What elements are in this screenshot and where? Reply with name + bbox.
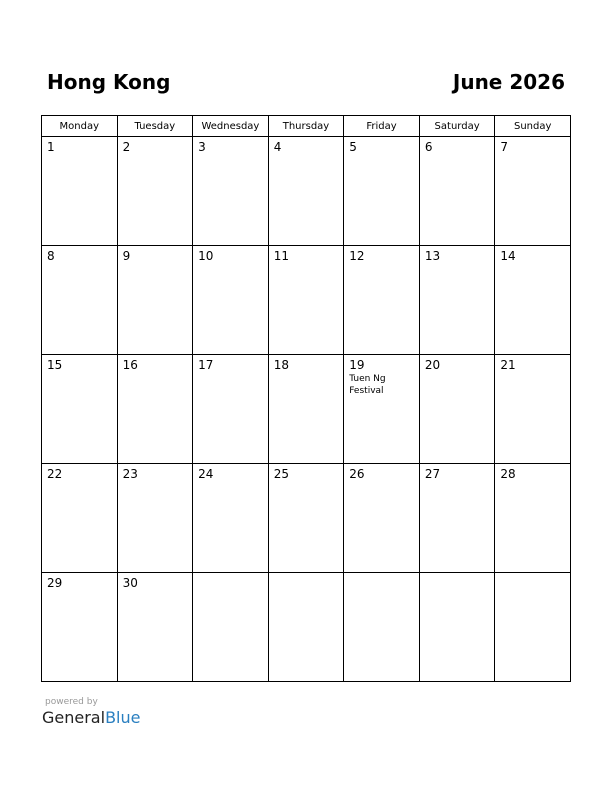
- day-cell: [42, 246, 118, 355]
- day-cell: [268, 573, 344, 682]
- day-cell: [495, 137, 571, 246]
- week-row: [42, 246, 571, 355]
- day-number: 29: [47, 576, 63, 590]
- day-number: 22: [47, 467, 63, 481]
- day-cell: [193, 464, 269, 573]
- day-number: 27: [424, 467, 441, 481]
- day-cell: [268, 464, 344, 573]
- day-number: 11: [273, 249, 289, 263]
- day-cell: [193, 355, 269, 464]
- holiday-label: Tuen Ng Festival: [349, 374, 386, 396]
- day-cell: [268, 246, 344, 355]
- day-number: 25: [273, 467, 289, 481]
- day-cell: [344, 246, 420, 355]
- day-cell: [344, 464, 420, 573]
- day-number: 26: [349, 467, 365, 481]
- day-cell: [42, 464, 118, 573]
- day-cell: [193, 137, 269, 246]
- brand-part-general: General: [42, 708, 106, 727]
- weekday-header: Saturday: [419, 116, 495, 137]
- day-number: 15: [47, 358, 63, 372]
- day-cell: [495, 246, 571, 355]
- day-number: 12: [349, 249, 365, 263]
- day-number: 28: [500, 467, 516, 481]
- calendar-grid: [41, 115, 571, 682]
- brand-part-blue: Blue: [105, 708, 141, 727]
- day-number: 6: [424, 140, 433, 154]
- day-number: 5: [349, 140, 357, 154]
- calendar-title-month: June 2026: [452, 70, 565, 94]
- week-row: [42, 573, 571, 682]
- day-cell: [268, 137, 344, 246]
- day-cell: [419, 137, 495, 246]
- day-number: 1: [47, 140, 55, 154]
- day-cell: [42, 137, 118, 246]
- day-cell: [42, 573, 118, 682]
- day-cell: [117, 355, 193, 464]
- day-number: 4: [273, 140, 282, 154]
- day-number: 13: [424, 249, 441, 263]
- weekday-header: Wednesday: [193, 116, 269, 137]
- day-number: 16: [122, 358, 138, 372]
- day-number: 20: [424, 358, 441, 372]
- day-cell: [344, 573, 420, 682]
- day-cell: [419, 246, 495, 355]
- day-number: 23: [122, 467, 138, 481]
- day-number: 21: [500, 358, 516, 372]
- weekday-header: Thursday: [268, 116, 344, 137]
- day-cell: [117, 246, 193, 355]
- day-number: 14: [500, 249, 516, 263]
- week-row: [42, 464, 571, 573]
- day-cell: [419, 464, 495, 573]
- day-cell: [495, 464, 571, 573]
- day-number: 30: [122, 576, 138, 590]
- day-cell: [42, 355, 118, 464]
- day-number: 24: [198, 467, 214, 481]
- day-number: 3: [198, 140, 206, 154]
- day-number: 19: [349, 358, 365, 372]
- generalblue-logo: [42, 708, 140, 727]
- day-cell: [419, 573, 495, 682]
- day-number: 2: [122, 140, 131, 154]
- weekday-header: Tuesday: [117, 116, 193, 137]
- calendar-title-region: Hong Kong: [47, 70, 171, 94]
- day-number: 17: [198, 358, 214, 372]
- weekday-header: Sunday: [495, 116, 571, 137]
- day-number: 7: [500, 140, 509, 154]
- day-number: 9: [122, 249, 131, 263]
- day-cell: [117, 464, 193, 573]
- day-number: 8: [47, 249, 55, 263]
- day-number: 18: [273, 358, 289, 372]
- day-cell: [495, 355, 571, 464]
- day-cell: [495, 573, 571, 682]
- day-cell: [268, 355, 344, 464]
- day-cell: [117, 137, 193, 246]
- day-cell: [193, 573, 269, 682]
- day-cell: [117, 573, 193, 682]
- powered-by-label: powered by: [45, 697, 98, 707]
- day-cell: [419, 355, 495, 464]
- week-row: [42, 137, 571, 246]
- weekday-header: Monday: [42, 116, 118, 137]
- day-cell: [193, 246, 269, 355]
- day-cell: [344, 137, 420, 246]
- weekday-header: Friday: [344, 116, 420, 137]
- weekday-header-row: [42, 116, 571, 137]
- week-row: [42, 355, 571, 464]
- day-number: 10: [198, 249, 214, 263]
- day-cell: [344, 355, 420, 464]
